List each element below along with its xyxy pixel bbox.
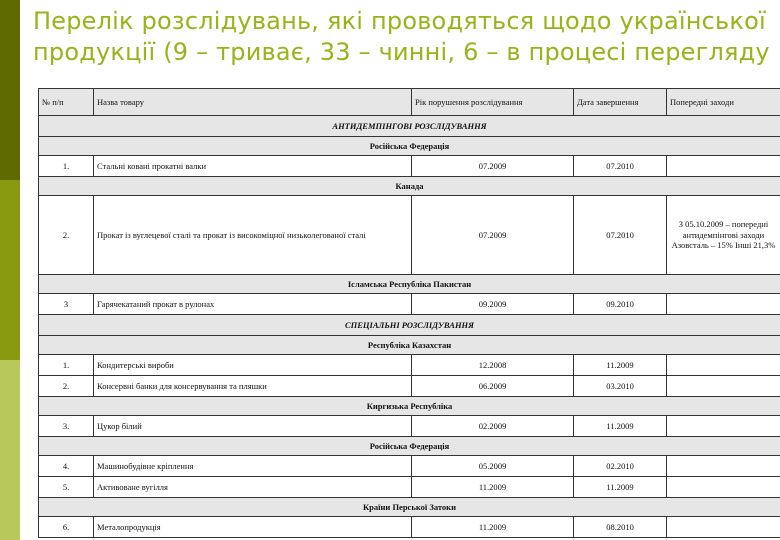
- table-row: [39, 294, 780, 315]
- cell-start-year: 07.2009: [412, 156, 574, 177]
- cell-measures: [667, 376, 780, 397]
- cell-measures: [667, 355, 780, 376]
- investigations-table-container: [38, 88, 780, 538]
- cell-number: 2.: [39, 376, 94, 397]
- country-gulf: Країни Перської Затоки: [39, 498, 780, 517]
- cell-start-year: 11.2009: [412, 517, 574, 538]
- cell-end-date: 09.2010: [574, 294, 667, 315]
- header-product: Назва товару: [94, 89, 412, 116]
- cell-measures: [667, 294, 780, 315]
- table-row: [39, 456, 780, 477]
- cell-measures: [667, 477, 780, 498]
- cell-product: Активоване вугілля: [94, 477, 412, 498]
- cell-measures: [667, 156, 780, 177]
- country-row: [39, 336, 780, 355]
- section-row: [39, 315, 780, 336]
- country-russia-special: Російська Федерація: [39, 437, 780, 456]
- cell-product: Консервні банки для консервування та пляшки: [94, 376, 412, 397]
- header-start-year: Рік порушення розслідування: [412, 89, 574, 116]
- table-header-row: [39, 89, 780, 116]
- cell-start-year: 02.2009: [412, 416, 574, 437]
- cell-number: 3.: [39, 416, 94, 437]
- cell-start-year: 11.2009: [412, 477, 574, 498]
- cell-product: Машинобудівне кріплення: [94, 456, 412, 477]
- country-row: [39, 137, 780, 156]
- cell-start-year: 06.2009: [412, 376, 574, 397]
- country-russia: Російська Федерація: [39, 137, 780, 156]
- country-canada: Канада: [39, 177, 780, 196]
- sidebar-band-light: [0, 360, 20, 540]
- table-row: [39, 477, 780, 498]
- cell-product: Гарячекатаний прокат в рулонах: [94, 294, 412, 315]
- cell-number: 5.: [39, 477, 94, 498]
- cell-number: 3: [39, 294, 94, 315]
- cell-number: 6.: [39, 517, 94, 538]
- section-row: [39, 116, 780, 137]
- cell-number: 2.: [39, 196, 94, 275]
- cell-end-date: 11.2009: [574, 477, 667, 498]
- cell-end-date: 11.2009: [574, 355, 667, 376]
- country-pakistan: Ісламська Республіка Пакистан: [39, 275, 780, 294]
- investigations-table: [38, 88, 780, 538]
- cell-end-date: 07.2010: [574, 196, 667, 275]
- sidebar-band-dark: [0, 0, 20, 180]
- sidebar-band-medium: [0, 180, 20, 360]
- cell-number: 4.: [39, 456, 94, 477]
- cell-measures: З 05.10.2009 – попередні антидемпінгові заходи Азовсталь – 15% Інші 21,3%: [667, 196, 780, 275]
- slide-title: Перелік розслідувань, які проводяться щодо української продукції (9 – триває, 33 – чинні, 6 – в процесі перегляду: [33, 7, 770, 66]
- country-kazakhstan: Республіка Казахстан: [39, 336, 780, 355]
- country-row: [39, 177, 780, 196]
- cell-end-date: 03.2010: [574, 376, 667, 397]
- country-row: [39, 498, 780, 517]
- table-row: [39, 156, 780, 177]
- header-preliminary-measures: Попередні заходи: [667, 89, 780, 116]
- header-number: № п/п: [39, 89, 94, 116]
- cell-number: 1.: [39, 156, 94, 177]
- header-end-date: Дата завершення: [574, 89, 667, 116]
- cell-measures: [667, 416, 780, 437]
- cell-product: Цукор білий: [94, 416, 412, 437]
- sidebar-decoration: [0, 0, 20, 540]
- country-row: [39, 397, 780, 416]
- cell-number: 1.: [39, 355, 94, 376]
- country-kyrgyzstan: Киргизька Республіка: [39, 397, 780, 416]
- table-row: [39, 376, 780, 397]
- cell-end-date: 08.2010: [574, 517, 667, 538]
- section-special: СПЕЦІАЛЬНІ РОЗСЛІДУВАННЯ: [39, 315, 780, 336]
- table-row: [39, 355, 780, 376]
- cell-measures: [667, 517, 780, 538]
- table-row: [39, 196, 780, 275]
- cell-measures: [667, 456, 780, 477]
- table-row: [39, 416, 780, 437]
- table-row: [39, 517, 780, 538]
- country-row: [39, 275, 780, 294]
- cell-start-year: 12.2008: [412, 355, 574, 376]
- cell-start-year: 07.2009: [412, 196, 574, 275]
- cell-start-year: 05.2009: [412, 456, 574, 477]
- section-antidumping: АНТИДЕМПІНГОВІ РОЗСЛІДУВАННЯ: [39, 116, 780, 137]
- cell-end-date: 07.2010: [574, 156, 667, 177]
- cell-start-year: 09.2009: [412, 294, 574, 315]
- cell-end-date: 11.2009: [574, 416, 667, 437]
- country-row: [39, 437, 780, 456]
- cell-end-date: 02.2010: [574, 456, 667, 477]
- cell-product: Прокат із вуглецевої сталі та прокат із високоміцної низьколегованої сталі: [94, 196, 412, 275]
- cell-product: Стальні ковані прокатні валки: [94, 156, 412, 177]
- cell-product: Кондитерські вироби: [94, 355, 412, 376]
- cell-product: Металопродукція: [94, 517, 412, 538]
